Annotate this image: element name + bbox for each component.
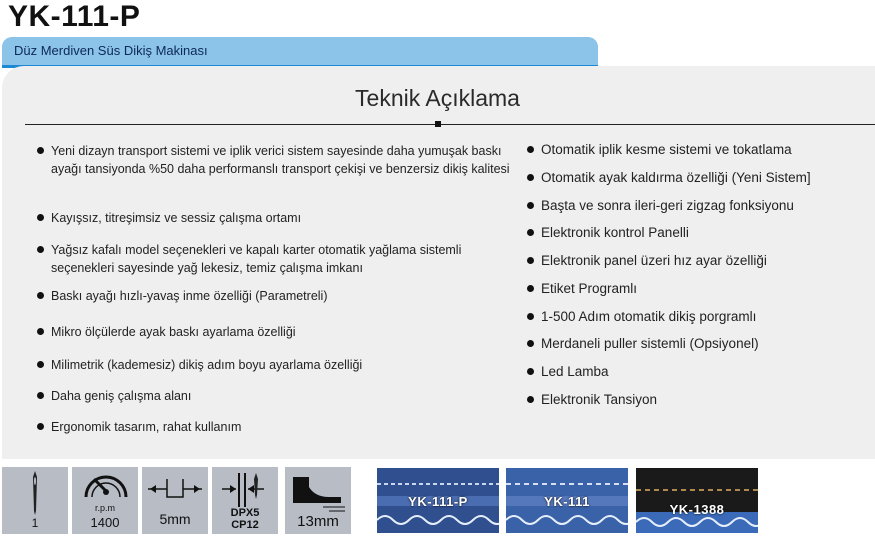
list-item: Elektronik kontrol Panelli [527,224,875,242]
list-item: Milimetrik (kademesiz) dikiş adım boyu ayarlama özelliği [37,356,521,374]
divider-marker [435,121,441,127]
stitch-sample [377,468,499,533]
subtitle-text: Düz Merdiven Süs Dikiş Makinası [14,43,208,58]
list-item: Merdaneli puller sistemli (Opsiyonel) [527,335,875,353]
bullet-icon [527,368,534,375]
list-item: Etiket Programlı [527,280,875,298]
list-item: Ergonomik tasarım, rahat kullanım [37,418,521,436]
spec-speed [72,467,138,534]
stitch-sample [506,468,628,533]
spec-needle-system [212,467,278,534]
presser-lift-value: 13mm [297,513,339,530]
bullet-icon [37,392,44,399]
list-item: Kayışsız, titreşimsiz ve sessiz çalışma ortamı [37,209,521,227]
list-item: Mikro ölçülerde ayak baskı ayarlama özelliği [37,323,521,341]
bullet-icon [37,292,44,299]
list-item: Otomatik ayak kaldırma özelliği (Yeni Sistem] [527,169,875,187]
list-item: Yeni dizayn transport sistemi ve iplik verici sistem sayesinde daha yumuşak baskı ayağı tansiyonda %50 daha performanslı transport çekişi ve benzersiz dikiş kalitesi [37,142,521,178]
list-item: Yağsız kafalı model seçenekleri ve kapalı karter otomatik yağlama sistemli seçenekleri sayesinde yağ lekesiz, temiz çalışma imkanı [37,241,521,277]
bullet-icon [527,202,534,209]
bullet-icon [527,396,534,403]
stitch-sample [636,468,758,533]
bullet-icon [37,246,44,253]
spec-presser-lift [285,467,351,534]
bullet-icon [37,147,44,154]
bullet-icon [37,361,44,368]
title-divider [25,124,875,125]
list-item: Baskı ayağı hızlı-yavaş inme özelliği (Parametreli) [37,287,521,305]
sample-label: YK-111 [544,494,590,509]
list-item: 1-500 Adım otomatik dikiş porgramlı [527,308,875,326]
subtitle-bar [2,37,598,65]
needle-system-line2: CP12 [231,519,259,531]
bullet-icon [527,285,534,292]
list-item: Daha geniş çalışma alanı [37,387,521,405]
bullet-icon [527,340,534,347]
needle-count-value: 1 [31,516,39,530]
sample-label: YK-111-P [408,494,468,509]
section-title: Teknik Açıklama [355,85,520,111]
speed-value: 1400 [90,515,120,530]
spec-stitch-length [142,467,208,534]
list-item: Led Lamba [527,363,875,381]
bullet-icon [527,174,534,181]
list-item: Başta ve sonra ileri-geri zigzag fonksiyonu [527,197,875,215]
list-item: Elektronik Tansiyon [527,391,875,409]
stitch-length-value: 5mm [159,511,191,527]
speed-unit: r.p.m [94,503,115,513]
bullet-icon [527,146,534,153]
bullet-icon [527,257,534,264]
bullet-icon [527,313,534,320]
list-item: Otomatik iplik kesme sistemi ve tokatlama [527,141,875,159]
needle-system-line1: DPX5 [230,507,260,519]
bullet-icon [527,229,534,236]
sample-label: YK-1388 [669,502,725,517]
list-item: Elektronik panel üzeri hız ayar özelliği [527,252,875,270]
bullet-icon [37,214,44,221]
spec-needle-count [2,467,68,534]
bullet-icon [37,423,44,430]
bullet-icon [37,328,44,335]
model-title: YK-111-P [8,0,141,33]
stitch-pattern-icon [636,468,758,533]
